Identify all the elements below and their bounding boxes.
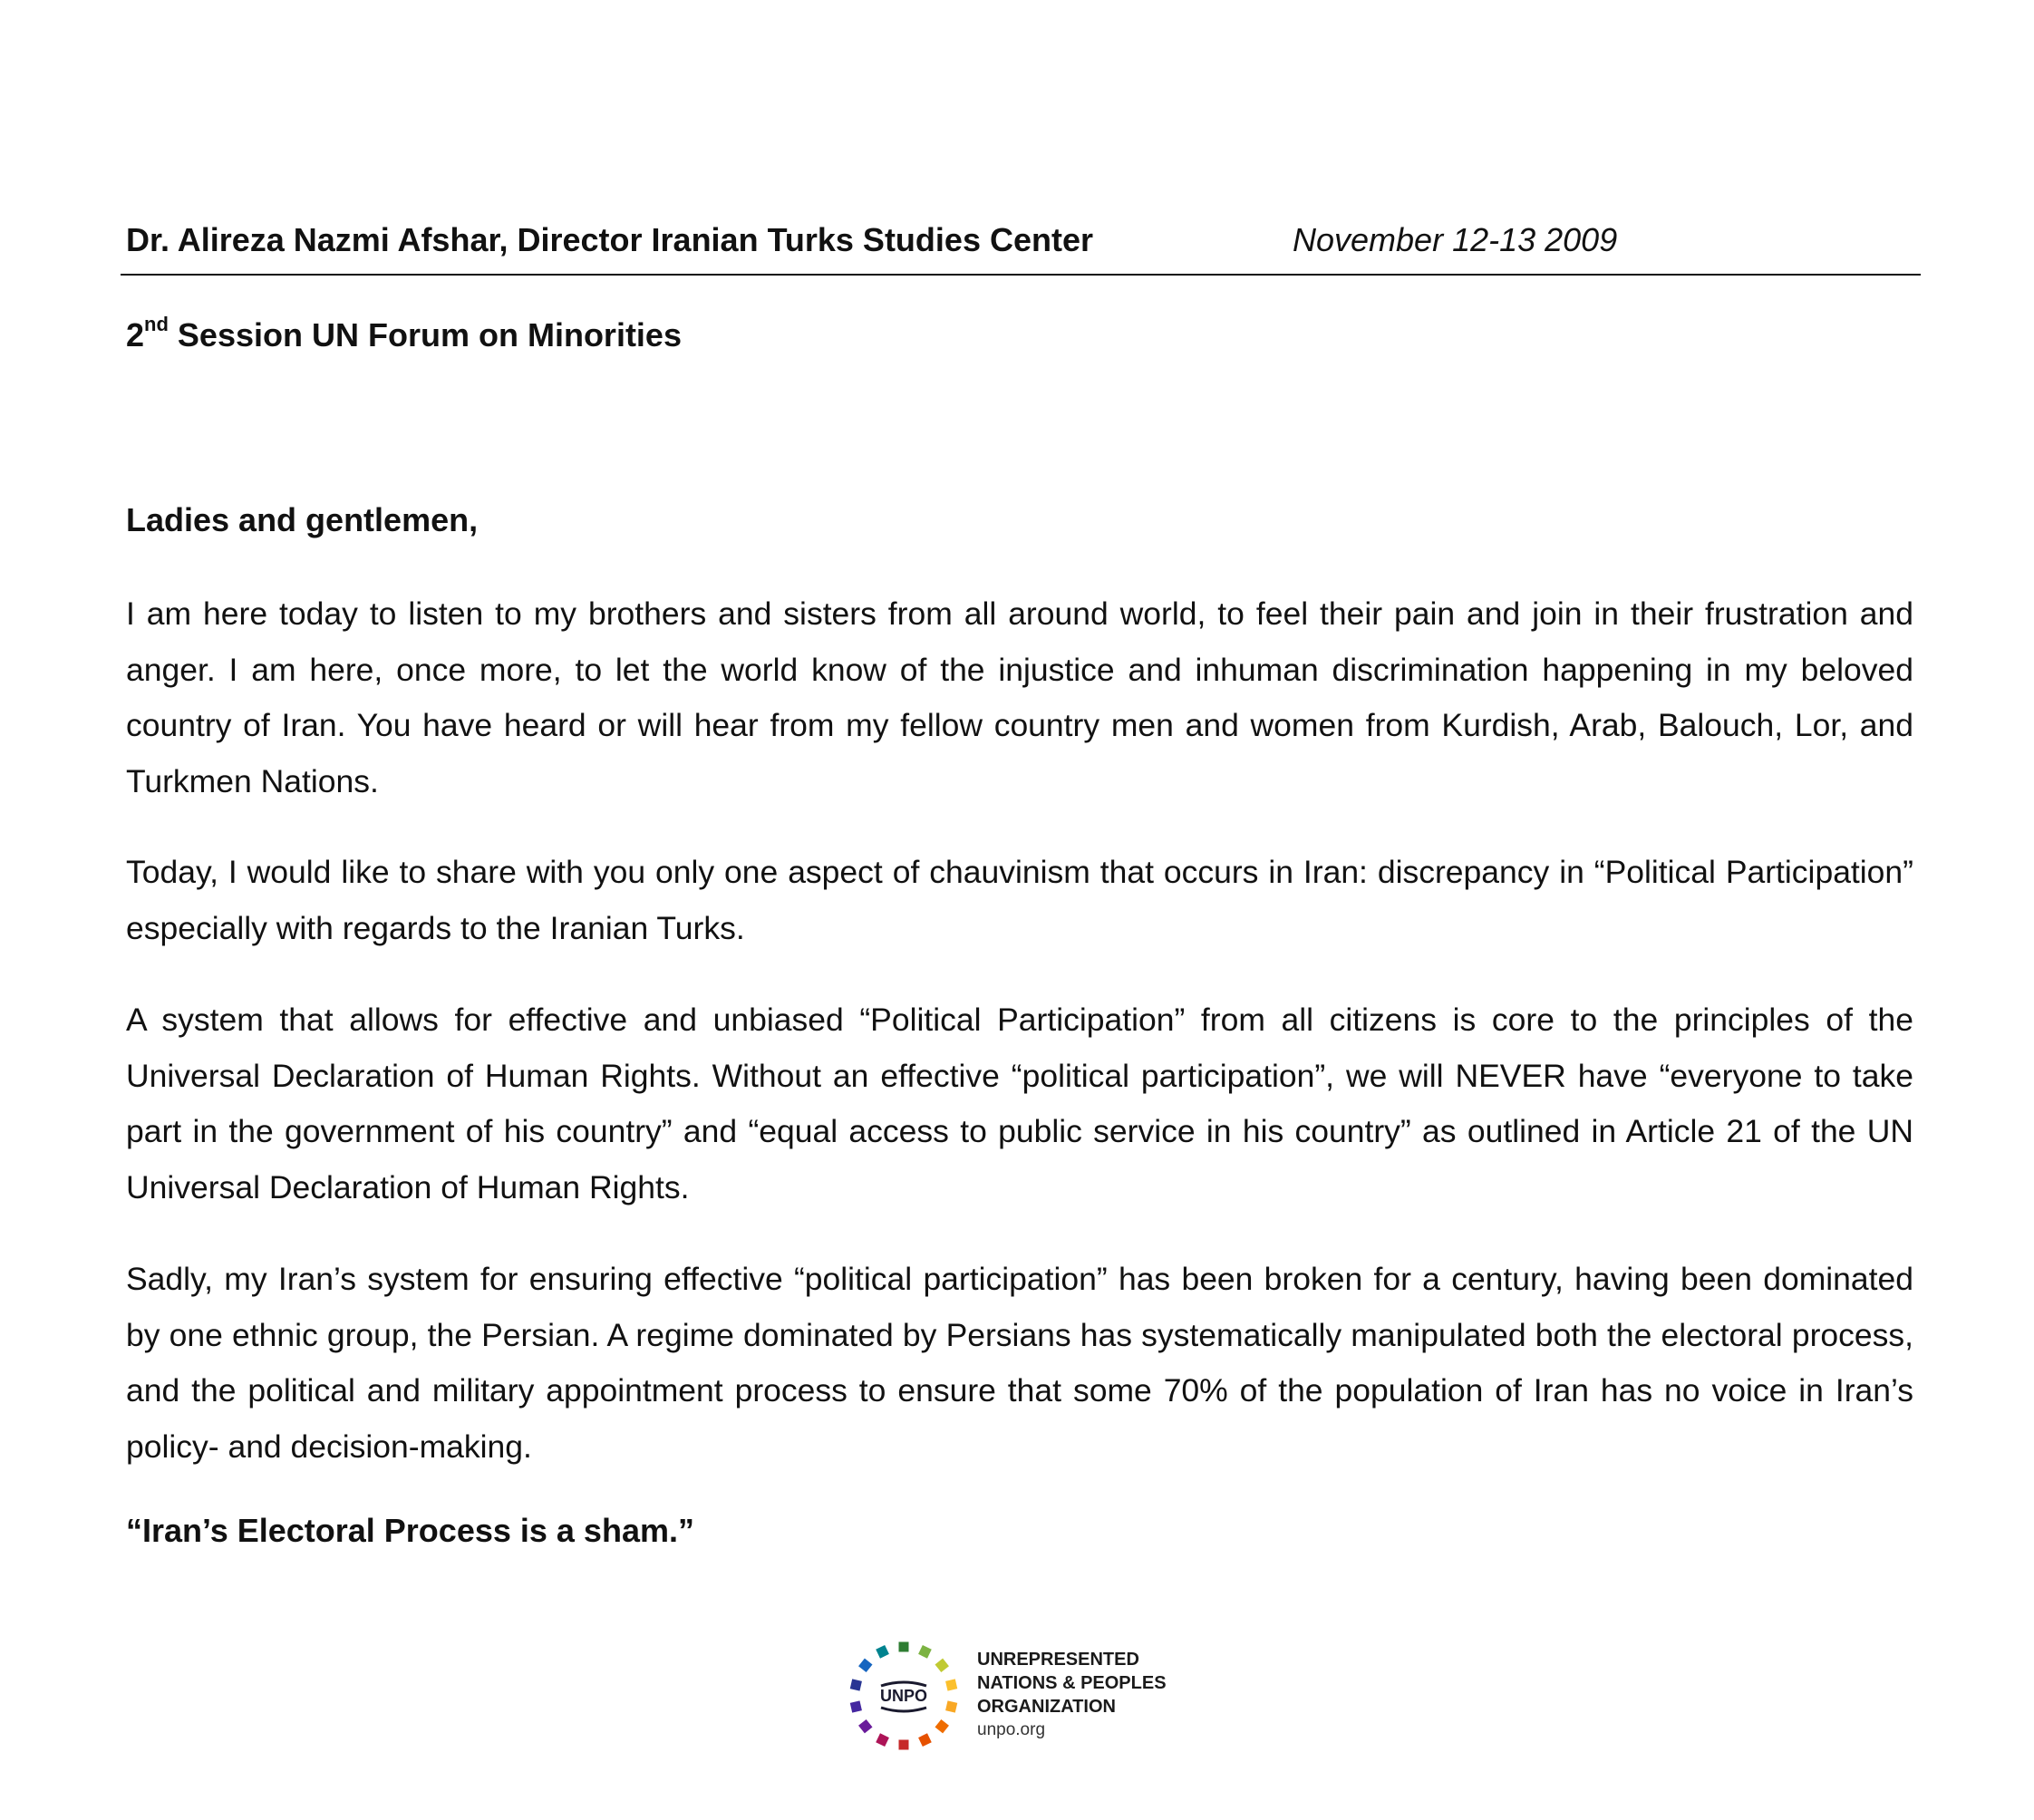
logo-ring-square bbox=[858, 1659, 872, 1672]
org-website-link[interactable]: unpo.org bbox=[977, 1720, 1046, 1739]
greeting: Ladies and gentlemen, bbox=[126, 501, 479, 538]
session-title bbox=[126, 313, 682, 354]
session-ordinal-number: 2 bbox=[126, 316, 145, 353]
logo-ring-square bbox=[876, 1733, 889, 1747]
logo-ring-square bbox=[899, 1740, 909, 1750]
document-header bbox=[126, 221, 1921, 276]
logo-ring-square bbox=[899, 1642, 909, 1652]
unpo-logo bbox=[845, 1637, 1207, 1755]
logo-ring-square bbox=[918, 1645, 932, 1659]
paragraph: A system that allows for effective and unbiased “Political Participation” from all citizens is core to the principles of the Universal Declaration of Human Rights. Without an effective “political participation”, we will NEVER have “everyone to take part in the government of his country” and “equal access to public service in his country” as outlined in Article 21 of the UN Universal Declaration of Human Rights. bbox=[126, 1002, 1913, 1205]
logo-ring-square bbox=[850, 1700, 862, 1712]
logo-ring-square bbox=[945, 1700, 957, 1712]
paragraph: Today, I would like to share with you only one aspect of chauvinism that occurs in Iran: discrepancy in “Political Participation” especially with regards to the Iranian Turks. bbox=[126, 854, 1913, 946]
org-name-line: UNREPRESENTED bbox=[977, 1650, 1139, 1670]
date-line: November 12-13 2009 bbox=[1293, 221, 1618, 258]
org-name-line: ORGANIZATION bbox=[977, 1697, 1116, 1717]
session-title-text: Session UN Forum on Minorities bbox=[168, 316, 682, 353]
closing-quote: “Iran’s Electoral Process is a sham.” bbox=[126, 1512, 694, 1549]
paragraph: Sadly, my Iran’s system for ensuring effective “political participation” has been broken for a century, having been dominated by one ethnic group, the Persian. A regime dominated by Persians has systematically manipulated both the electoral process, and the political and military appointment process to ensure that some 70% of the population of Iran has no voice in Iran’s policy- and decision-making. bbox=[126, 1261, 1913, 1465]
logo-arc-top bbox=[881, 1682, 926, 1686]
logo-ring-square bbox=[918, 1733, 932, 1747]
logo-arc-bottom bbox=[881, 1708, 926, 1711]
logo-ring-square bbox=[935, 1719, 948, 1733]
header-divider bbox=[121, 274, 1921, 276]
unpo-logo-mark bbox=[845, 1637, 963, 1755]
org-name-line: NATIONS & PEOPLES bbox=[977, 1673, 1167, 1693]
logo-mark-text: UNPO bbox=[879, 1687, 928, 1705]
logo-ring-square bbox=[858, 1719, 872, 1733]
session-ordinal-suffix: nd bbox=[144, 313, 169, 335]
logo-ring-square bbox=[945, 1679, 957, 1690]
logo-ring-square bbox=[935, 1659, 948, 1672]
logo-ring-square bbox=[850, 1679, 862, 1690]
logo-ring-square bbox=[876, 1645, 889, 1659]
author-line: Dr. Alireza Nazmi Afshar, Director Iranian Turks Studies Center bbox=[126, 221, 1093, 258]
org-name bbox=[977, 1648, 1167, 1742]
paragraph: I am here today to listen to my brothers and sisters from all around world, to feel their pain and join in their frustration and anger. I am here, once more, to let the world know of the injustice and inhuman discrimination happening in my beloved country of Iran. You have heard or will hear from my fellow country men and women from Kurdish, Arab, Balouch, Lor, and Turkmen Nations. bbox=[126, 595, 1913, 799]
